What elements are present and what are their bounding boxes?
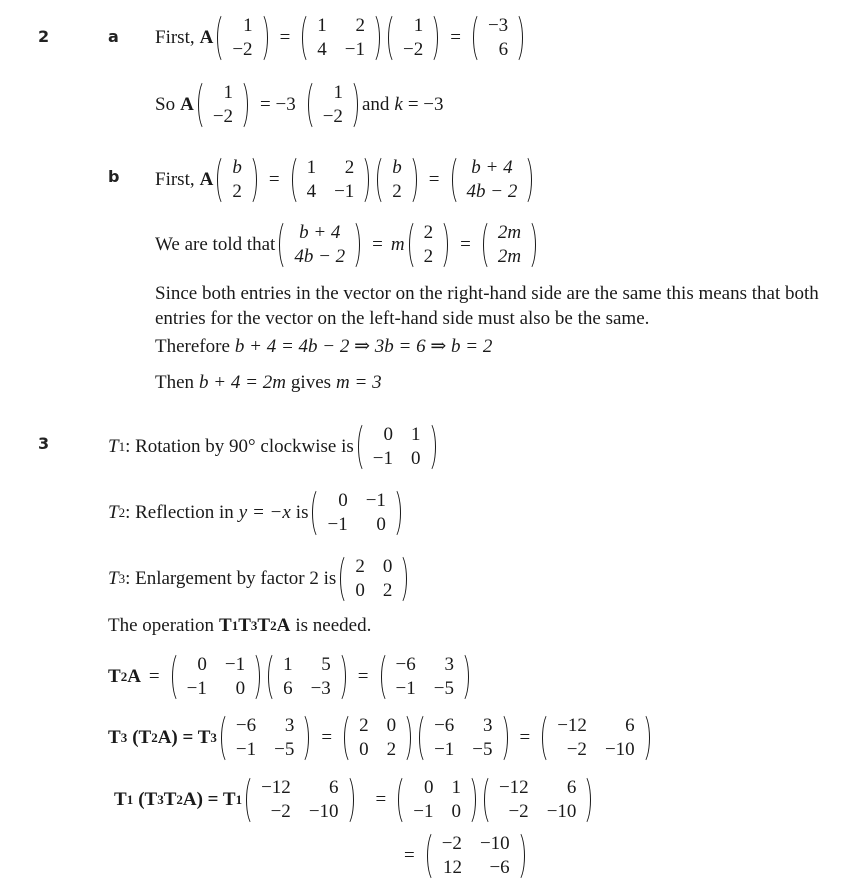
cell: −3 (310, 678, 331, 699)
lhs-T: T (163, 789, 177, 810)
cell: 6 (566, 777, 577, 798)
lhs-T: T (108, 727, 121, 748)
result-matrix (427, 830, 525, 882)
vector (308, 79, 358, 131)
and-text: and (361, 94, 390, 115)
cell: −1 (434, 739, 455, 760)
operation-line (108, 613, 371, 638)
t3-line (108, 553, 411, 605)
equals: = (321, 727, 333, 748)
cell: −12 (261, 777, 291, 798)
lhs-sub: 1 (126, 792, 134, 807)
result-matrix (542, 712, 649, 764)
op-sub: 2 (270, 617, 277, 633)
cell: 2 (382, 580, 393, 601)
cell: −6 (235, 715, 257, 736)
prefix: First, (155, 169, 195, 190)
op-T: T (257, 614, 271, 636)
lhs-sub: 2 (120, 669, 128, 684)
t2-sub: 2 (118, 505, 126, 520)
cell: −1 (327, 514, 348, 535)
therefore-word: Therefore (155, 335, 230, 357)
vector (409, 219, 449, 271)
q2a-line1 (155, 12, 527, 64)
matrix (292, 154, 370, 206)
vector (388, 12, 438, 64)
cell: 2 (355, 556, 365, 577)
matrix (398, 774, 476, 826)
cell: 3 (284, 715, 295, 736)
cell: −1 (235, 739, 257, 760)
matrix (419, 712, 507, 764)
question-number: 3 (38, 434, 50, 453)
therefore-line (155, 334, 492, 359)
cell: 1 (283, 654, 293, 675)
cell: −12 (498, 777, 529, 798)
cell: 1 (223, 82, 234, 103)
matrix (312, 487, 400, 539)
matrix (268, 651, 346, 703)
part-label-a: a (108, 27, 119, 46)
lhs-paren: (T (138, 789, 158, 810)
cell: −1 (334, 181, 355, 202)
cell: 4 (306, 181, 317, 202)
t2-is: is (295, 502, 309, 523)
cell: 0 (197, 654, 207, 675)
cell: −6 (489, 857, 510, 878)
cell: 1 (411, 424, 421, 445)
equals: = (357, 666, 369, 687)
cell: −10 (479, 833, 510, 854)
question-number: 2 (38, 27, 50, 46)
lhs-T: T (108, 666, 121, 687)
k-value: = −3 (407, 94, 444, 115)
q2b-line2 (155, 219, 540, 271)
cell: 4 (317, 39, 327, 60)
prefix: First, (155, 27, 195, 48)
part-label-b: b (108, 167, 120, 186)
result-vector (473, 12, 523, 64)
cell: 2 (423, 222, 434, 243)
t1-sub: 1 (118, 439, 126, 454)
t2-eqn: y = −x (238, 502, 291, 523)
lhs-sub: 3 (120, 730, 128, 745)
t3-desc: : Enlargement by factor 2 is (125, 568, 337, 589)
op-A: A (276, 614, 291, 636)
cell: −10 (546, 801, 577, 822)
cell: 0 (451, 801, 461, 822)
matrix (246, 774, 353, 826)
then-expr1: b + 4 = 2m (199, 371, 286, 393)
operation-pre: The operation (108, 614, 215, 636)
lhs-sub: 3 (157, 792, 164, 807)
cell: 12 (442, 857, 462, 878)
q2b-line1 (155, 154, 536, 206)
cell: −1 (224, 654, 246, 675)
op-sub: 1 (231, 617, 239, 633)
cell: 2m (497, 222, 522, 243)
result-vector (483, 219, 536, 271)
cell: b + 4 (299, 222, 341, 243)
then-word: Then (155, 371, 195, 393)
matrix (302, 12, 380, 64)
equals: = (404, 845, 415, 866)
op-T: T (219, 614, 232, 636)
lhs-sub: 1 (235, 792, 243, 807)
cell: 6 (283, 678, 293, 699)
cell: 3 (483, 715, 493, 736)
cell: 0 (376, 514, 386, 535)
cell: −10 (308, 801, 339, 822)
cell: 5 (321, 654, 331, 675)
equals: = (372, 234, 383, 255)
matrix (358, 421, 436, 473)
cell: −5 (274, 739, 295, 760)
lhs-paren-end: A) = T (182, 789, 236, 810)
equals: = (279, 27, 291, 48)
explanation-paragraph: Since both entries in the vector on the right-hand side are the same this means that both entries for the vector on the left-hand side must also be the same. (155, 283, 819, 329)
cell: −2 (322, 106, 343, 127)
equals-scalar: = −3 (260, 94, 296, 115)
cell: 1 (413, 15, 424, 36)
t2-desc: : Reflection in (125, 502, 234, 523)
equals: = (375, 789, 387, 810)
lhs-T: T (114, 789, 127, 810)
step1-line (108, 651, 473, 703)
cell: 2 (423, 246, 434, 267)
vector (377, 154, 417, 206)
cell: 4b − 2 (466, 181, 518, 202)
cell: 0 (359, 739, 369, 760)
cell: 2 (355, 15, 365, 36)
cell: 2 (232, 181, 242, 202)
equals: = (148, 666, 160, 687)
t2-line (108, 487, 405, 539)
cell: 1 (333, 82, 343, 103)
cell: b (232, 157, 242, 178)
cell: −2 (232, 39, 253, 60)
lhs-paren-end: A) = T (157, 727, 211, 748)
matrix (344, 712, 411, 764)
lhs-sub: 2 (176, 792, 183, 807)
q2a-line2 (155, 79, 444, 131)
lhs-sub: 2 (151, 730, 158, 745)
cell: −6 (434, 715, 455, 736)
cell: −3 (487, 15, 509, 36)
cell: 6 (329, 777, 339, 798)
step2-line (108, 712, 654, 764)
equals: = (450, 27, 461, 48)
cell: 0 (235, 678, 246, 699)
cell: −10 (604, 739, 635, 760)
cell: 2 (359, 715, 369, 736)
vector (279, 219, 360, 271)
cell: −5 (433, 678, 454, 699)
cell: 0 (338, 490, 348, 511)
t1-line (108, 421, 440, 473)
cell: −2 (566, 739, 587, 760)
matrix-symbol: A (199, 169, 214, 190)
cell: −6 (395, 654, 416, 675)
op-sub: 3 (250, 617, 258, 633)
matrix (340, 553, 407, 605)
equals: = (268, 169, 280, 190)
cell: 1 (451, 777, 461, 798)
lhs-sub: 3 (210, 730, 217, 745)
equals: = (428, 169, 440, 190)
prefix: So (155, 94, 176, 115)
cell: 0 (383, 424, 394, 445)
then-line (155, 370, 382, 395)
matrix-symbol: A (199, 27, 214, 48)
cell: −1 (413, 801, 434, 822)
cell: 2 (344, 157, 355, 178)
matrix (221, 712, 309, 764)
cell: b + 4 (471, 157, 513, 178)
m-var: m (390, 234, 405, 255)
then-gives: gives (290, 371, 332, 393)
cell: 0 (411, 448, 421, 469)
t2-name: T (108, 502, 119, 523)
matrix (172, 651, 260, 703)
result-vector (452, 154, 533, 206)
cell: 2 (392, 181, 402, 202)
cell: −1 (186, 678, 207, 699)
cell: 1 (306, 157, 317, 178)
cell: −5 (472, 739, 493, 760)
result-matrix (381, 651, 469, 703)
cell: −1 (372, 448, 394, 469)
vector (217, 154, 257, 206)
cell: −2 (270, 801, 291, 822)
cell: −12 (557, 715, 587, 736)
k-var: k (394, 94, 403, 115)
cell: 0 (386, 715, 397, 736)
cell: 0 (355, 580, 365, 601)
cell: 2 (386, 739, 397, 760)
cell: 2m (497, 246, 522, 267)
t1-name: T (108, 436, 119, 457)
cell: −2 (441, 833, 462, 854)
matrix (484, 774, 591, 826)
operation-post: is needed. (295, 614, 372, 636)
cell: 4b − 2 (294, 246, 346, 267)
cell: −2 (212, 106, 234, 127)
cell: −1 (344, 39, 365, 60)
cell: −1 (365, 490, 386, 511)
cell: −2 (508, 801, 529, 822)
t1-desc: : Rotation by 90° clockwise is (125, 436, 354, 457)
vector (217, 12, 267, 64)
prefix: We are told that (155, 234, 276, 255)
cell: 6 (625, 715, 635, 736)
vector (198, 79, 248, 131)
cell: 3 (444, 654, 454, 675)
cell: 1 (317, 15, 327, 36)
lhs-A: A (127, 666, 141, 687)
t3-name: T (108, 568, 119, 589)
therefore-expr: b + 4 = 4b − 2 ⇒ 3b = 6 ⇒ b = 2 (234, 336, 493, 357)
then-expr2: m = 3 (336, 371, 382, 393)
cell: b (392, 157, 402, 178)
step3-result-line (396, 830, 529, 882)
matrix-symbol: A (180, 94, 194, 115)
cell: 6 (498, 39, 509, 60)
equals: = (460, 234, 471, 255)
t3-sub: 3 (118, 571, 126, 586)
op-T: T (238, 614, 251, 636)
lhs-paren: (T (132, 727, 152, 748)
cell: −1 (395, 678, 416, 699)
step3-line (114, 774, 595, 826)
cell: 0 (382, 556, 393, 577)
cell: 1 (243, 15, 253, 36)
equals: = (519, 727, 531, 748)
cell: −2 (403, 39, 424, 60)
cell: 0 (423, 777, 434, 798)
